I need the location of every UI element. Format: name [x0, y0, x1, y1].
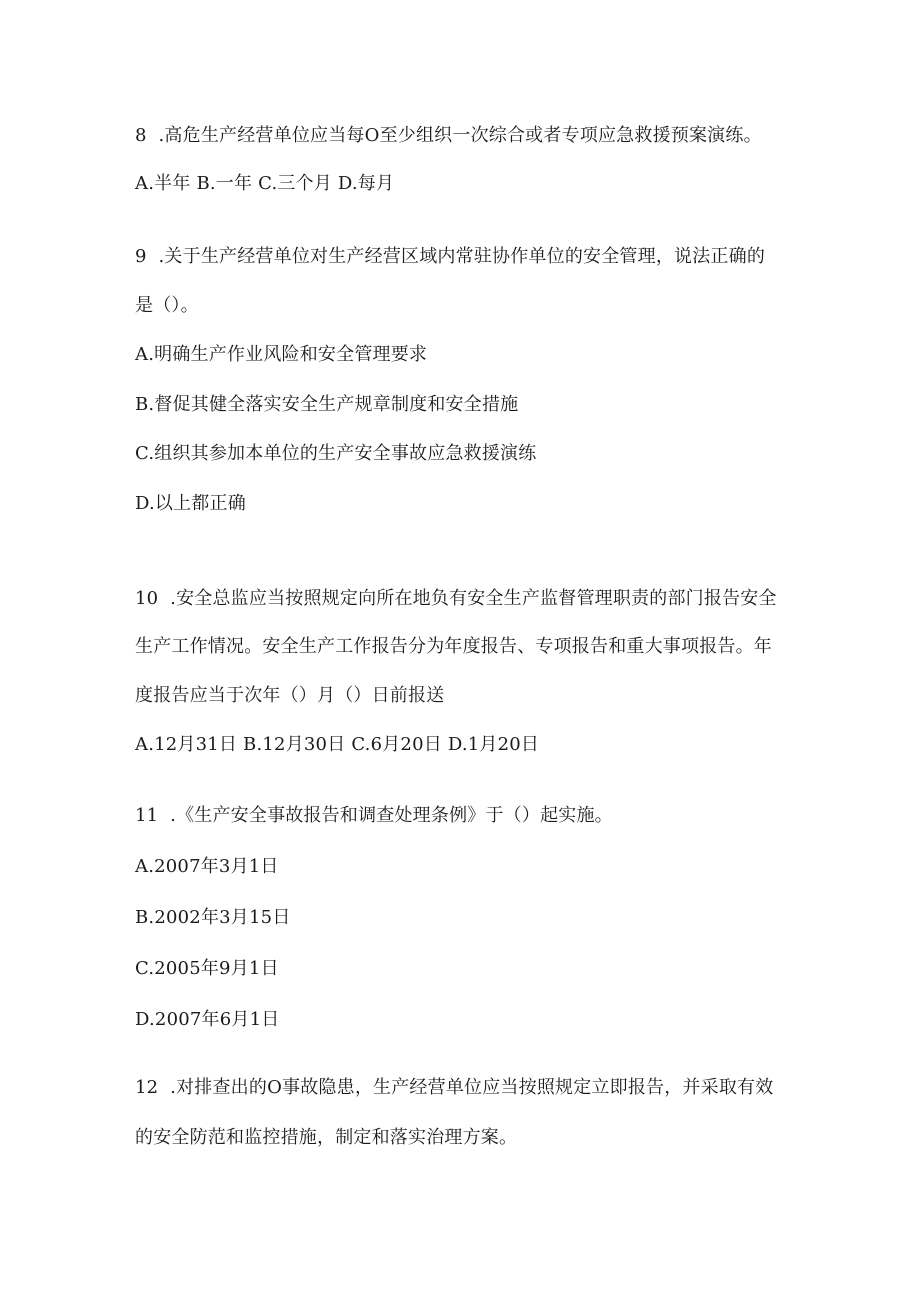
question-8-options: A.半年 B.一年 C.三个月 D.每月: [135, 173, 395, 194]
question-11-option-d: D.2007年6月1日: [135, 1009, 280, 1030]
question-10-options: A.12月31日 B.12月30日 C.6月20日 D.1月20日: [135, 734, 540, 755]
question-11-option-a: A.2007年3月1日: [135, 856, 279, 877]
question-11-option-b: B.2002年3月15日: [135, 907, 291, 928]
question-11-line-1: 11 .《生产安全事故报告和调查处理条例》于（）起实施。: [135, 805, 613, 826]
question-9-option-c: C.组织其参加本单位的生产安全事故应急救援演练: [135, 443, 537, 464]
question-10-line-2: 生产工作情况。安全生产工作报告分为年度报告、专项报告和重大事项报告。年: [135, 636, 772, 657]
question-10-line-1: 10 .安全总监应当按照规定向所在地负有安全生产监督管理职责的部门报告安全: [135, 588, 777, 609]
question-9-option-b: B.督促其健全落实安全生产规章制度和安全措施: [135, 394, 519, 415]
question-12-line-2: 的安全防范和监控措施，制定和落实治理方案。: [135, 1127, 518, 1148]
question-9-option-d: D.以上都正确: [135, 493, 246, 514]
question-9-line-1: 9 .关于生产经营单位对生产经营区域内常驻协作单位的安全管理，说法正确的: [135, 246, 766, 267]
question-11-option-c: C.2005年9月1日: [135, 958, 279, 979]
question-9-option-a: A.明确生产作业风险和安全管理要求: [135, 344, 428, 365]
question-10-line-3: 度报告应当于次年（）月（）日前报送: [135, 685, 445, 706]
question-8-line-1: 8 .高危生产经营单位应当每O至少组织一次综合或者专项应急救援预案演练。: [135, 125, 762, 146]
question-9-line-2: 是（）。: [135, 295, 199, 316]
question-12-line-1: 12 .对排查出的O事故隐患，生产经营单位应当按照规定立即报告，并采取有效: [135, 1077, 774, 1098]
